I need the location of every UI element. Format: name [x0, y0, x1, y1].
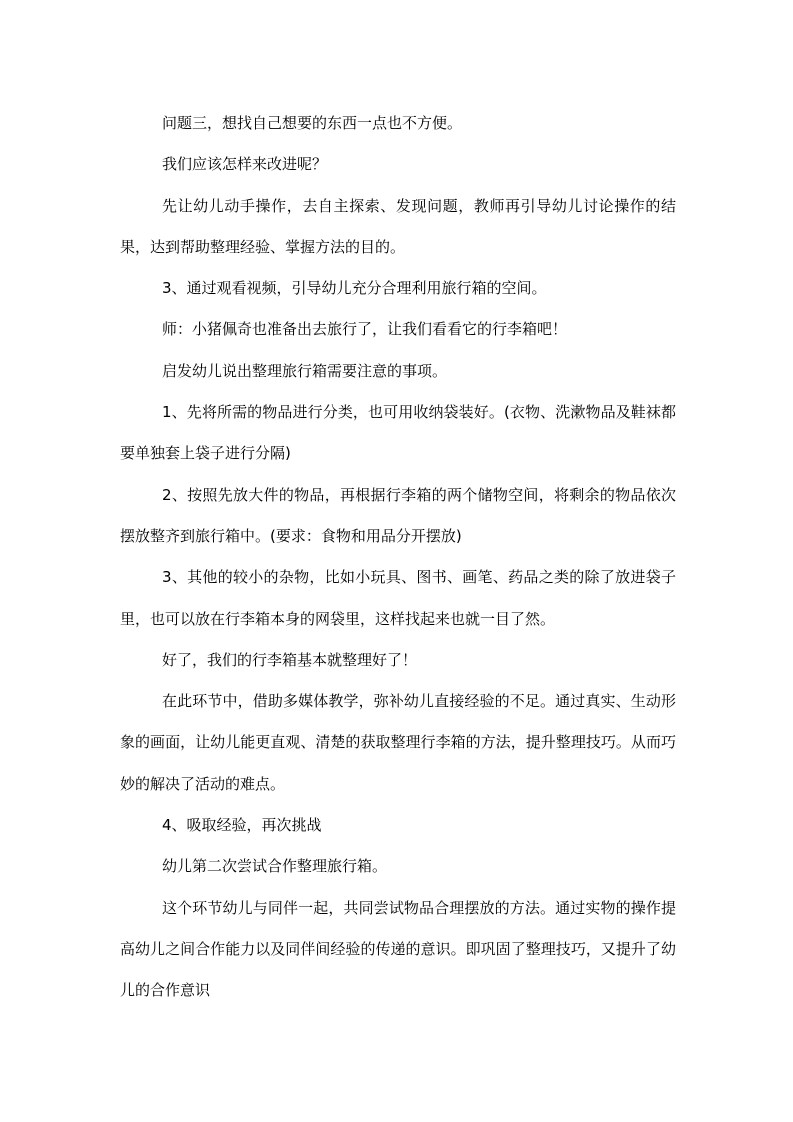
paragraph: 4、吸取经验，再次挑战	[162, 816, 322, 835]
paragraph: 3、通过观看视频，引导幼儿充分合理利用旅行箱的空间。	[162, 279, 547, 298]
paragraph: 我们应该怎样来改进呢？	[162, 155, 328, 174]
paragraph: 这个环节幼儿与同伴一起，共同尝试物品合理摆放的方法。通过实物的操作提高幼儿之间合作能力以及同伴间经验的传递的意识。即巩固了整理技巧，又提升了幼儿的合作意识	[120, 898, 676, 1000]
paragraph: 3、其他的较小的杂物，比如小玩具、图书、画笔、药品之类的除了放进袋子里，也可以放在行李箱本身的网袋里，这样找起来也就一目了然。	[120, 568, 676, 628]
paragraph: 幼儿第二次尝试合作整理旅行箱。	[162, 857, 388, 876]
paragraph: 2、按照先放大件的物品，再根据行李箱的两个储物空间，将剩余的物品依次摆放整齐到旅行箱中。(要求：食物和用品分开摆放)	[120, 485, 676, 545]
paragraph: 先让幼儿动手操作，去自主探索、发现问题，教师再引导幼儿讨论操作的结果，达到帮助整理经验、掌握方法的目的。	[120, 196, 676, 256]
document-body	[120, 103, 676, 1012]
paragraph: 师：小猪佩奇也准备出去旅行了，让我们看看它的行李箱吧！	[162, 320, 568, 339]
paragraph: 好了，我们的行李箱基本就整理好了！	[162, 650, 418, 669]
paragraph: 问题三，想找自己想要的东西一点也不方便。	[162, 114, 463, 132]
paragraph: 启发幼儿说出整理旅行箱需要注意的事项。	[162, 361, 448, 380]
paragraph: 1、先将所需的物品进行分类，也可用收纳袋装好。(衣物、洗漱物品及鞋袜都要单独套上袋子进行分隔)	[120, 403, 676, 463]
paragraph: 在此环节中，借助多媒体教学，弥补幼儿直接经验的不足。通过真实、生动形象的画面，让幼儿能更直观、清楚的获取整理行李箱的方法，提升整理技巧。从而巧妙的解决了活动的难点。	[120, 692, 676, 793]
